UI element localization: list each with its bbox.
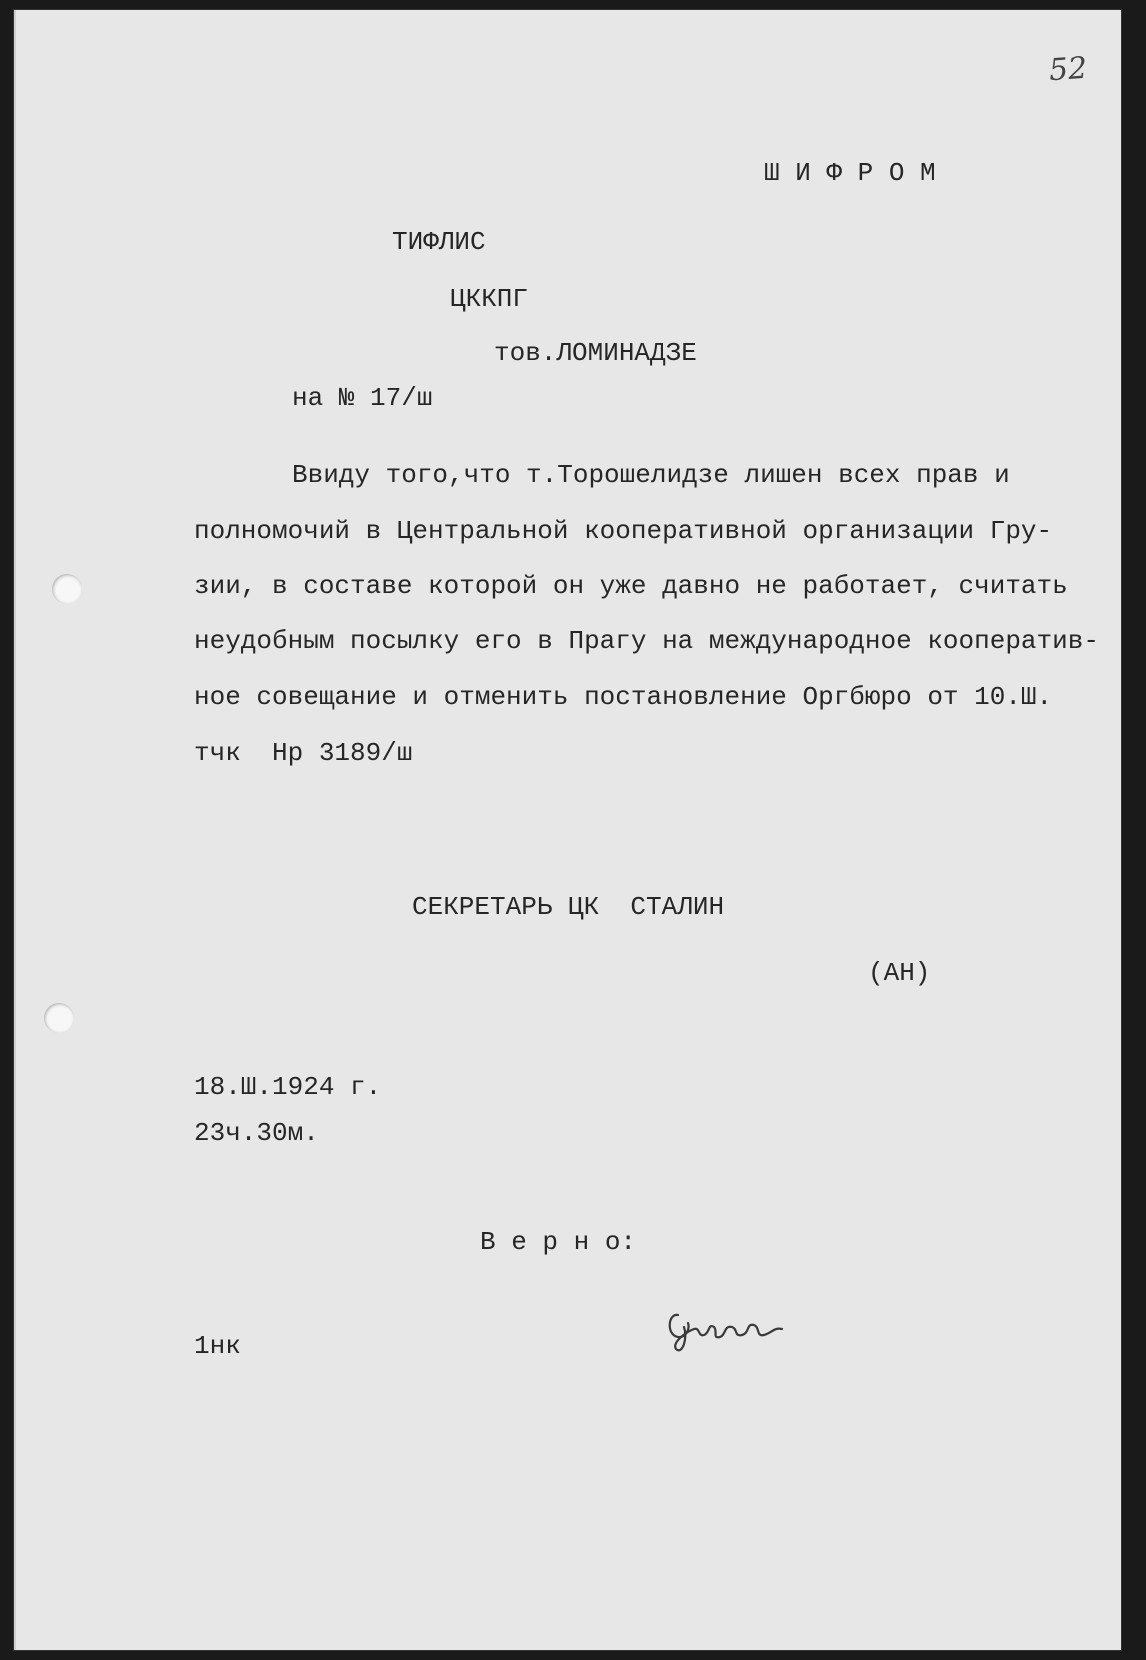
destination-org: ЦККПГ [450,284,529,314]
body-line-2: полномочий в Центральной кооперативной организации Гру- [194,516,1053,546]
punch-hole-upper [52,574,82,604]
body-line-1: Ввиду того,что т.Торошелидзе лишен всех прав и [292,460,1010,490]
document-date: 18.Ш.1924 г. [194,1072,382,1102]
body-line-6: тчк Нр 3189/ш [194,738,413,768]
copy-mark: 1нк [194,1331,241,1361]
punch-hole-lower [44,1003,74,1033]
signatory: СЕКРЕТАРЬ ЦК СТАЛИН [412,892,725,922]
reference-number: на № 17/ш [292,383,433,413]
body-line-5: ное совещание и отменить постановление Оргбюро от 10.Ш. [194,682,1053,712]
body-line-4: неудобным посылку его в Прагу на международное кооператив- [194,626,1099,656]
page-number: 52 [1047,50,1089,89]
cipher-mark: Ш И Ф Р О М [764,158,936,188]
document-page [14,10,1121,1650]
destination-city: ТИФЛИС [392,227,486,257]
body-line-3: зии, в составе которой он уже давно не работает, считать [194,571,1068,601]
typist-initials: (АН) [868,958,931,988]
addressee: тов.ЛОМИНАДЗЕ [494,338,697,368]
document-time: 23ч.30м. [194,1118,319,1148]
handwritten-signature [664,1293,794,1363]
verification-label: В е р н о: [480,1227,637,1257]
